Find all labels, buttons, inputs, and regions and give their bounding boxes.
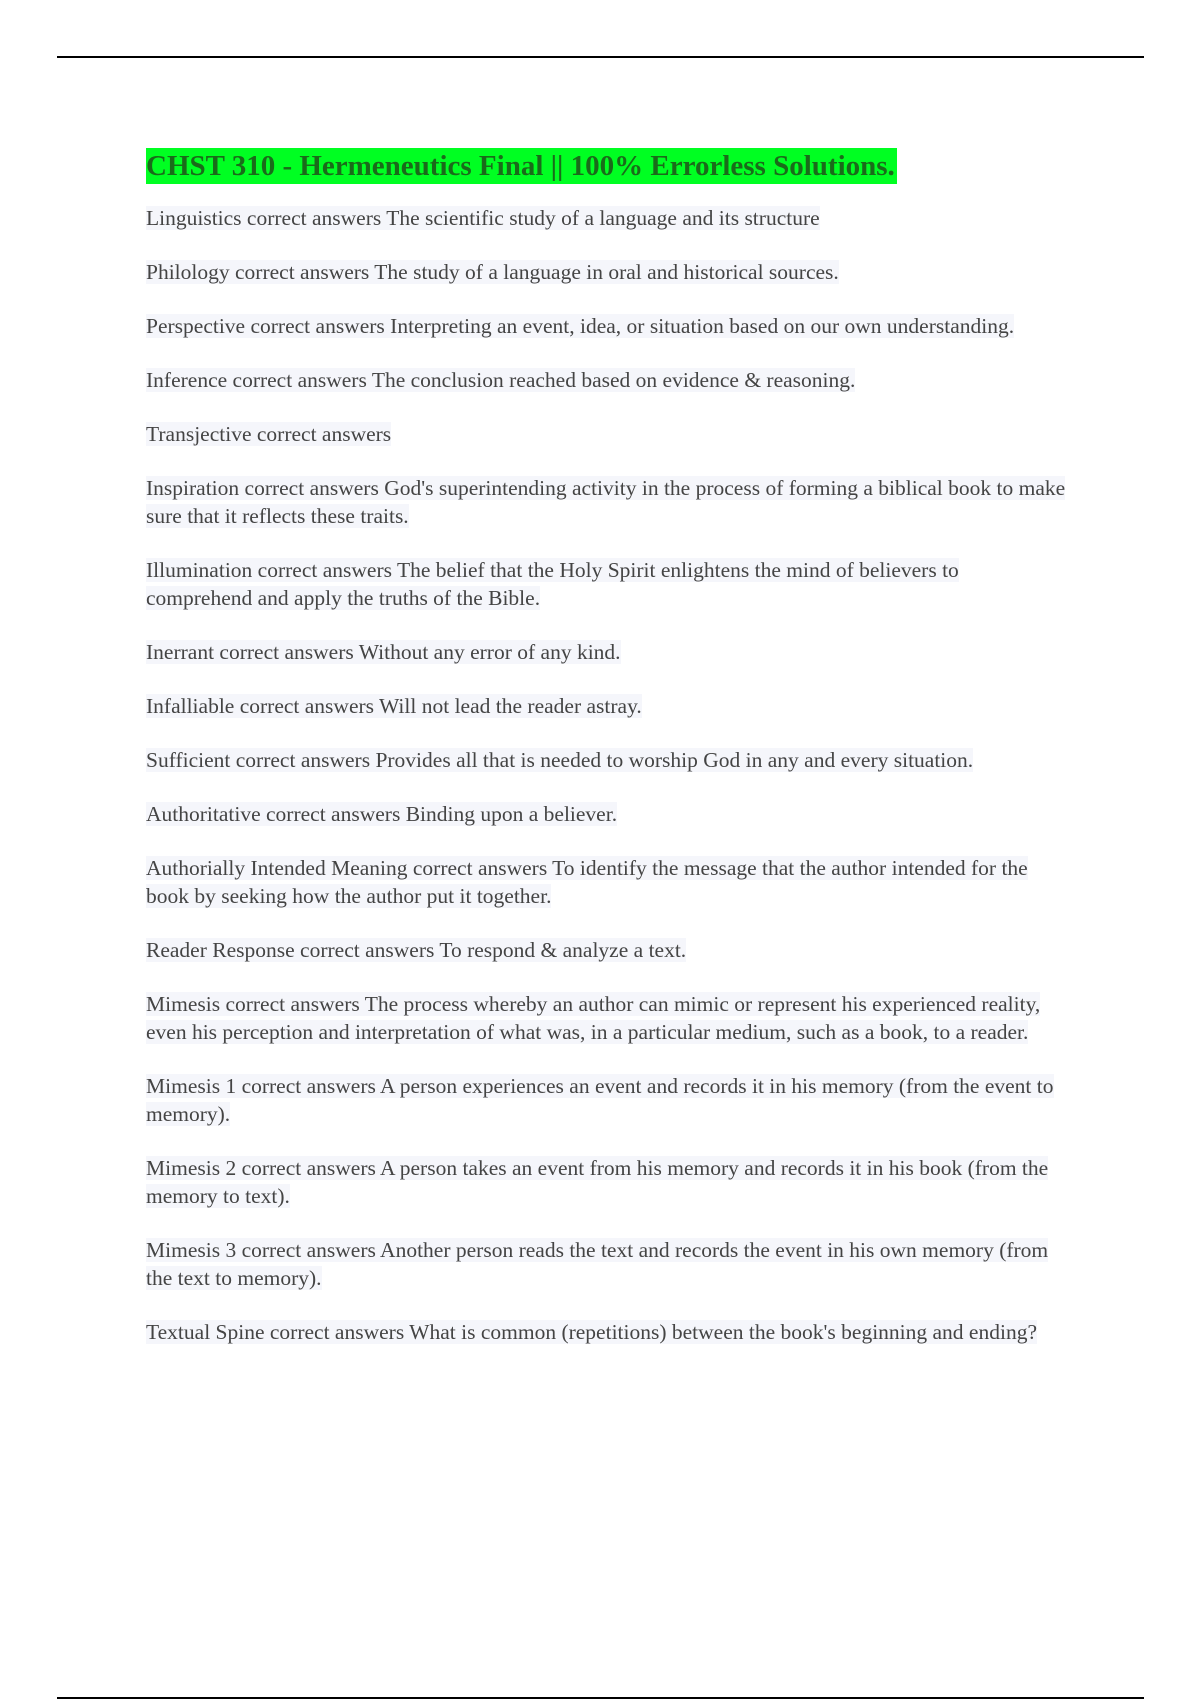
page-content bbox=[146, 148, 1066, 1372]
entry-illumination: Illumination correct answers The belief that the Holy Spirit enlightens the mind of believers to comprehend and apply the truths of the Bible. bbox=[146, 558, 959, 610]
entry-authoritative: Authoritative correct answers Binding upon a believer. bbox=[146, 802, 618, 826]
entry-linguistics: Linguistics correct answers The scientific study of a language and its structure bbox=[146, 206, 820, 230]
entry-mimesis-1: Mimesis 1 correct answers A person experiences an event and records it in his memory (from the event to memory). bbox=[146, 1074, 1054, 1126]
document-title: CHST 310 - Hermeneutics Final || 100% Errorless Solutions. bbox=[146, 150, 895, 182]
header-rule bbox=[57, 56, 1144, 58]
entry-inspiration: Inspiration correct answers God's superintending activity in the process of forming a biblical book to make sure that it reflects these traits. bbox=[146, 476, 1066, 528]
entry-mimesis-2: Mimesis 2 correct answers A person takes an event from his memory and records it in his book (from the memory to text). bbox=[146, 1156, 1049, 1208]
entry-mimesis: Mimesis correct answers The process whereby an author can mimic or represent his experienced reality, even his perception and interpretation of what was, in a particular medium, such as a book, to a reader. bbox=[146, 992, 1041, 1044]
entry-sufficient: Sufficient correct answers Provides all that is needed to worship God in any and every situation. bbox=[146, 748, 974, 772]
entry-inference: Inference correct answers The conclusion reached based on evidence & reasoning. bbox=[146, 368, 856, 392]
entry-infalliable: Infalliable correct answers Will not lead the reader astray. bbox=[146, 694, 642, 718]
entry-philology: Philology correct answers The study of a language in oral and historical sources. bbox=[146, 260, 839, 284]
entry-textual-spine: Textual Spine correct answers What is common (repetitions) between the book's beginning and ending? bbox=[146, 1320, 1037, 1344]
entry-perspective: Perspective correct answers Interpreting an event, idea, or situation based on our own understanding. bbox=[146, 314, 1015, 338]
entry-authorially-intended-meaning: Authorially Intended Meaning correct answers To identify the message that the author intended for the book by seeking how the author put it together. bbox=[146, 856, 1028, 908]
entry-transjective: Transjective correct answers bbox=[146, 422, 392, 446]
entry-inerrant: Inerrant correct answers Without any error of any kind. bbox=[146, 640, 621, 664]
entry-reader-response: Reader Response correct answers To respond & analyze a text. bbox=[146, 938, 687, 962]
footer-rule bbox=[57, 1697, 1144, 1699]
entry-mimesis-3: Mimesis 3 correct answers Another person reads the text and records the event in his own memory (from the text to memory). bbox=[146, 1238, 1049, 1290]
